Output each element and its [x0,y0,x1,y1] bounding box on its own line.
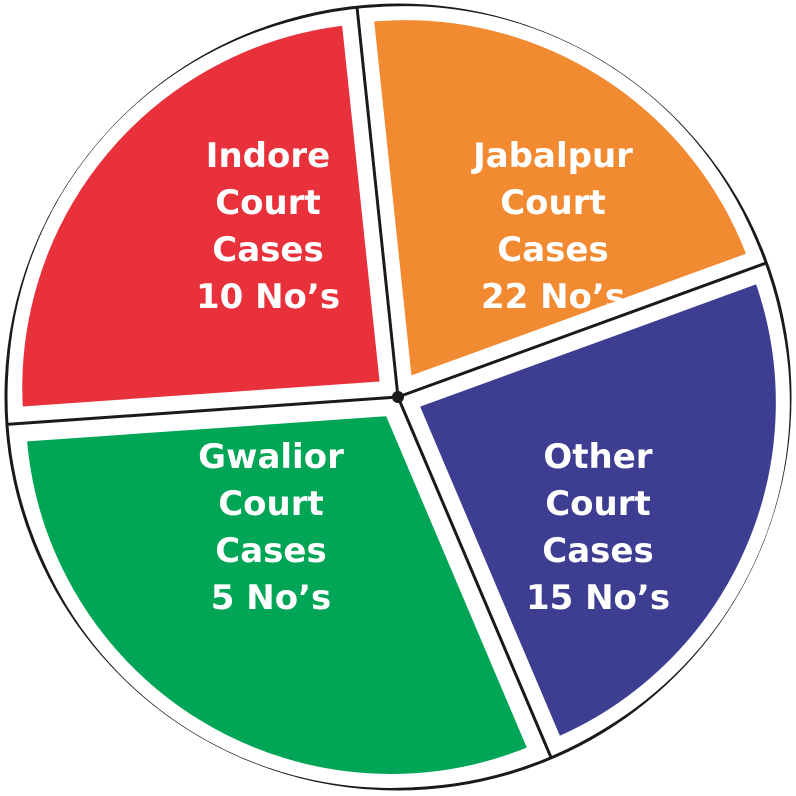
slice-label-line: 15 No’s [525,578,671,618]
slice-label-line: Cases [212,230,324,270]
slice-label-line: Cases [215,531,327,571]
pie-slice-indore [15,18,387,414]
pie-center-dot [392,391,404,403]
slice-label-line: 10 No’s [195,277,341,317]
slice-label-line: Court [218,484,324,524]
slice-label-line: Court [545,484,651,524]
slice-label-line: Other [543,437,653,477]
slice-label-line: Gwalior [198,437,344,477]
slice-label-line: Cases [497,230,609,270]
slice-label-line: Jabalpur [473,136,633,176]
slice-label-line: 22 No’s [480,277,626,317]
slice-label-line: Cases [542,531,654,571]
slice-label-line: 5 No’s [210,578,332,618]
slice-label-line: Court [500,183,606,223]
slice-label-line: Indore [205,136,331,176]
slice-label-line: Court [215,183,321,223]
